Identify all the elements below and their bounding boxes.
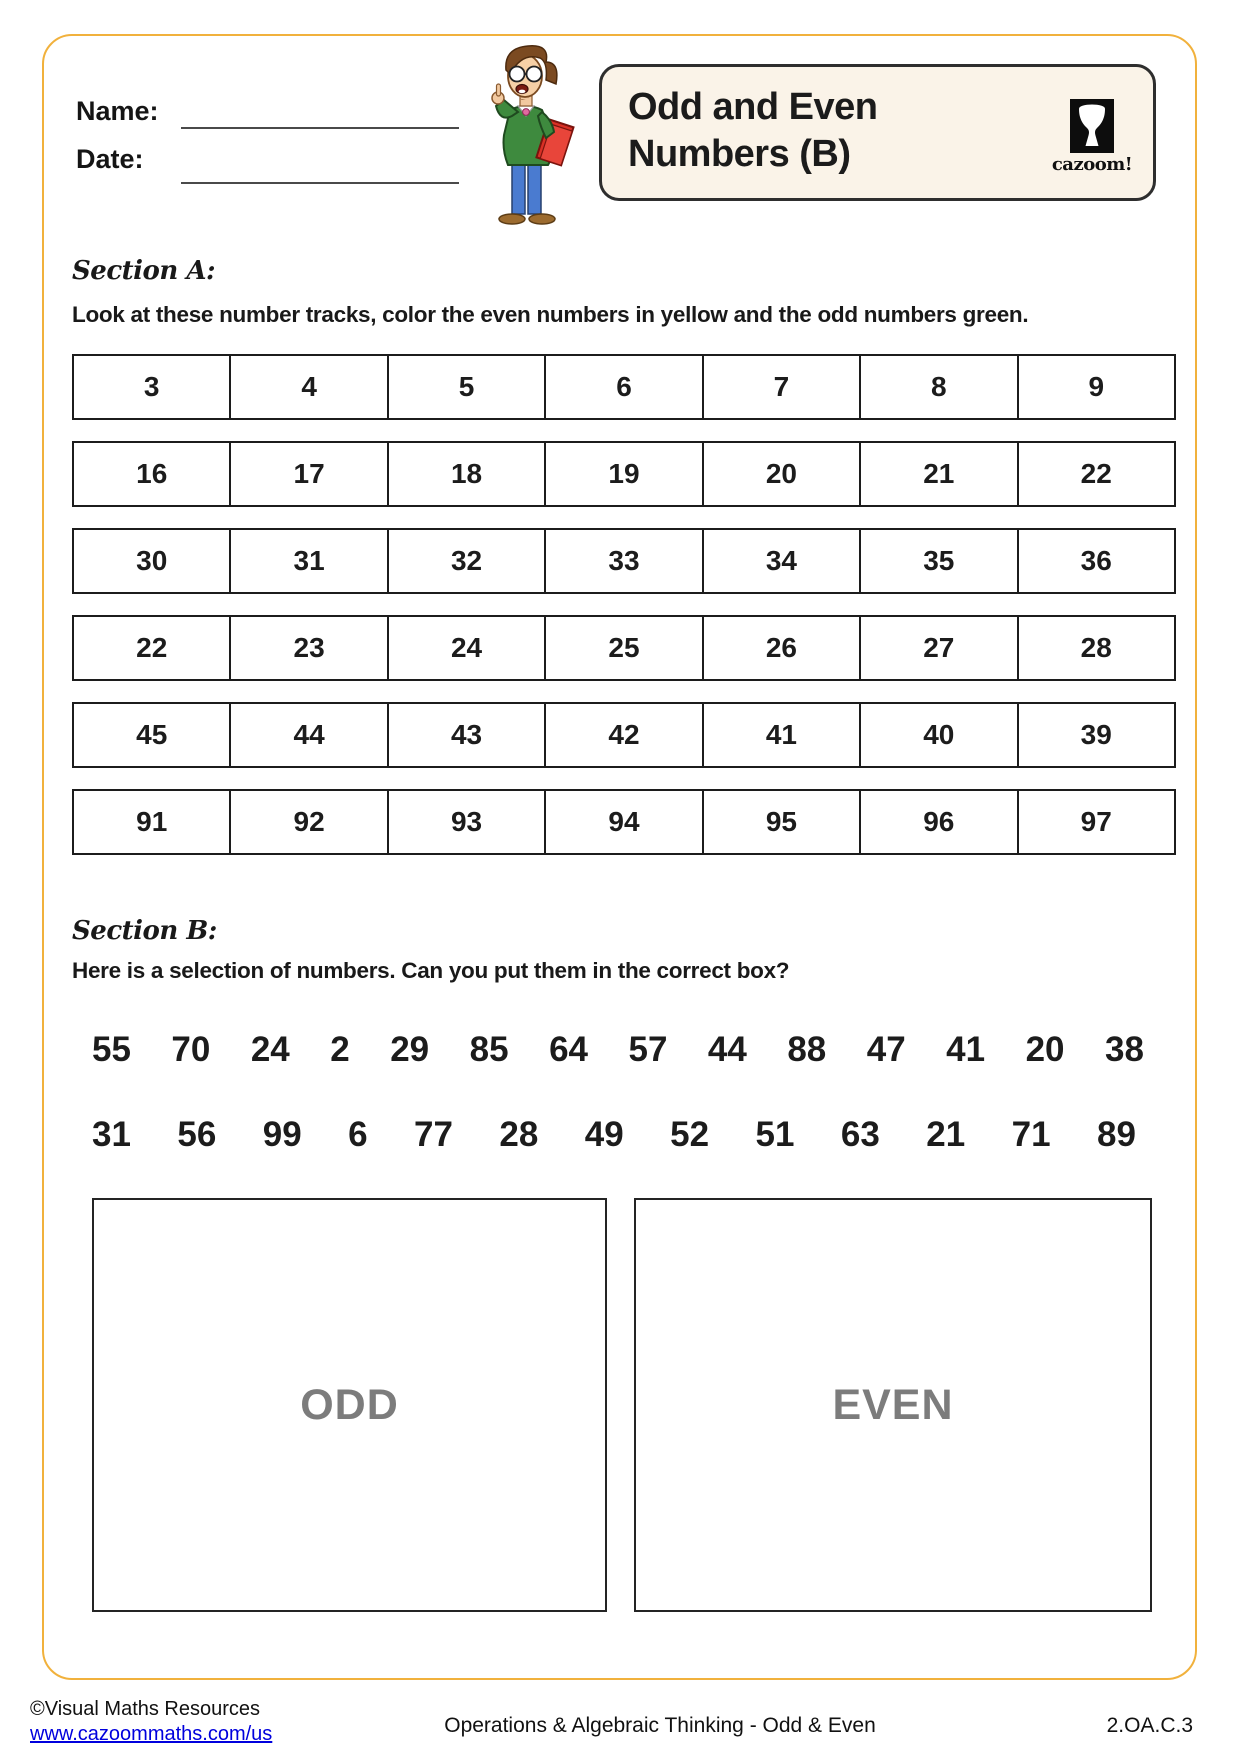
track-cell: 91 <box>136 806 168 837</box>
track-cell: 34 <box>702 530 859 592</box>
track-cell: 93 <box>387 791 544 853</box>
track-cell: 4 <box>229 356 386 418</box>
selection-number: 47 <box>866 1030 906 1069</box>
track-cell: 28 <box>1017 617 1174 679</box>
selection-number: 57 <box>628 1030 668 1069</box>
track-cell: 39 <box>1017 704 1174 766</box>
track-cell: 33 <box>544 530 701 592</box>
track-cell: 35 <box>859 530 1016 592</box>
selection-number: 20 <box>1025 1030 1065 1069</box>
selection-number: 21 <box>926 1115 966 1154</box>
track-cell: 40 <box>859 704 1016 766</box>
track-cell: 8 <box>859 356 1016 418</box>
track-cell: 95 <box>702 791 859 853</box>
number-track <box>72 702 1176 768</box>
section-b-instruction: Here is a selection of numbers. Can you put them in the correct box? <box>72 958 790 983</box>
section-a-heading: Section A: <box>72 256 216 286</box>
selection-number: 38 <box>1105 1030 1144 1069</box>
selection-number: 55 <box>92 1030 131 1069</box>
number-track <box>72 441 1176 507</box>
track-cell: 21 <box>859 443 1016 505</box>
selection-number: 31 <box>92 1115 131 1154</box>
section-a-instruction: Look at these number tracks, color the even numbers in yellow and the odd numbers green. <box>72 302 1029 327</box>
track-cell: 26 <box>702 617 859 679</box>
track-cell: 36 <box>1017 530 1174 592</box>
cazoom-logo <box>1047 99 1137 175</box>
track-cell: 20 <box>702 443 859 505</box>
track-cell: 41 <box>702 704 859 766</box>
track-cell: 22 <box>1017 443 1174 505</box>
track-cell: 31 <box>229 530 386 592</box>
selection-number: 2 <box>330 1030 350 1069</box>
selection-number: 77 <box>414 1115 453 1154</box>
selection-number: 24 <box>250 1030 290 1069</box>
selection-number: 56 <box>177 1115 217 1154</box>
selection-number: 63 <box>840 1115 880 1154</box>
selection-number: 41 <box>946 1030 986 1069</box>
number-track <box>72 528 1176 594</box>
selection-number: 88 <box>787 1030 827 1069</box>
number-tracks <box>72 354 1176 876</box>
track-cell: 42 <box>544 704 701 766</box>
footer-copyright: ©Visual Maths Resources <box>30 1698 261 1720</box>
track-cell: 45 <box>136 719 168 750</box>
title-line-2: Numbers (B) <box>628 133 851 175</box>
odd-box <box>92 1198 607 1612</box>
track-cell: 3 <box>143 371 160 402</box>
track-cell: 97 <box>1017 791 1174 853</box>
selection-number: 49 <box>584 1115 624 1154</box>
track-cell: 22 <box>136 632 168 663</box>
track-cell: 24 <box>387 617 544 679</box>
track-cell: 43 <box>387 704 544 766</box>
track-cell: 30 <box>136 545 168 576</box>
footer-link[interactable]: www.cazoommaths.com/us <box>30 1723 273 1745</box>
track-cell: 27 <box>859 617 1016 679</box>
track-cell: 7 <box>702 356 859 418</box>
track-cell: 18 <box>387 443 544 505</box>
selection-number: 44 <box>707 1030 747 1069</box>
track-cell: 23 <box>229 617 386 679</box>
selection-numbers-row-2 <box>92 1115 1136 1155</box>
worksheet-title <box>628 84 877 178</box>
selection-number: 29 <box>390 1030 430 1069</box>
date-line <box>181 182 459 184</box>
selection-number: 99 <box>262 1115 302 1154</box>
odd-box-label: ODD <box>300 1380 399 1429</box>
title-line-1: Odd and Even <box>628 86 878 128</box>
selection-number: 52 <box>670 1115 710 1154</box>
teacher-mascot-illustration <box>462 40 590 228</box>
name-line <box>181 127 459 129</box>
date-label: Date: <box>76 144 144 174</box>
track-cell: 96 <box>859 791 1016 853</box>
track-cell: 19 <box>544 443 701 505</box>
selection-number: 6 <box>348 1115 368 1154</box>
selection-number: 71 <box>1011 1115 1051 1154</box>
track-cell: 6 <box>544 356 701 418</box>
logo-wordmark: cazoom! <box>1051 154 1133 175</box>
drum-icon <box>1070 99 1114 153</box>
number-track <box>72 354 1176 420</box>
track-cell: 5 <box>387 356 544 418</box>
track-cell: 9 <box>1017 356 1174 418</box>
footer-topic: Operations & Algebraic Thinking - Odd & Even <box>444 1714 876 1737</box>
selection-number: 64 <box>549 1030 588 1069</box>
selection-number: 51 <box>755 1115 795 1154</box>
number-track <box>72 615 1176 681</box>
track-cell: 92 <box>229 791 386 853</box>
selection-numbers-row-1 <box>92 1030 1144 1070</box>
track-cell: 94 <box>544 791 701 853</box>
selection-number: 85 <box>469 1030 509 1069</box>
track-cell: 25 <box>544 617 701 679</box>
name-label: Name: <box>76 96 159 126</box>
track-cell: 17 <box>229 443 386 505</box>
track-cell: 16 <box>136 458 168 489</box>
even-box-label: EVEN <box>832 1380 954 1429</box>
title-box <box>599 64 1156 201</box>
section-b-heading: Section B: <box>72 916 217 946</box>
selection-number: 28 <box>499 1115 539 1154</box>
number-track <box>72 789 1176 855</box>
even-box <box>634 1198 1152 1612</box>
selection-number: 89 <box>1097 1115 1136 1154</box>
selection-number: 70 <box>171 1030 211 1069</box>
track-cell: 44 <box>229 704 386 766</box>
track-cell: 32 <box>387 530 544 592</box>
footer-standard-code: 2.OA.C.3 <box>1106 1714 1193 1737</box>
